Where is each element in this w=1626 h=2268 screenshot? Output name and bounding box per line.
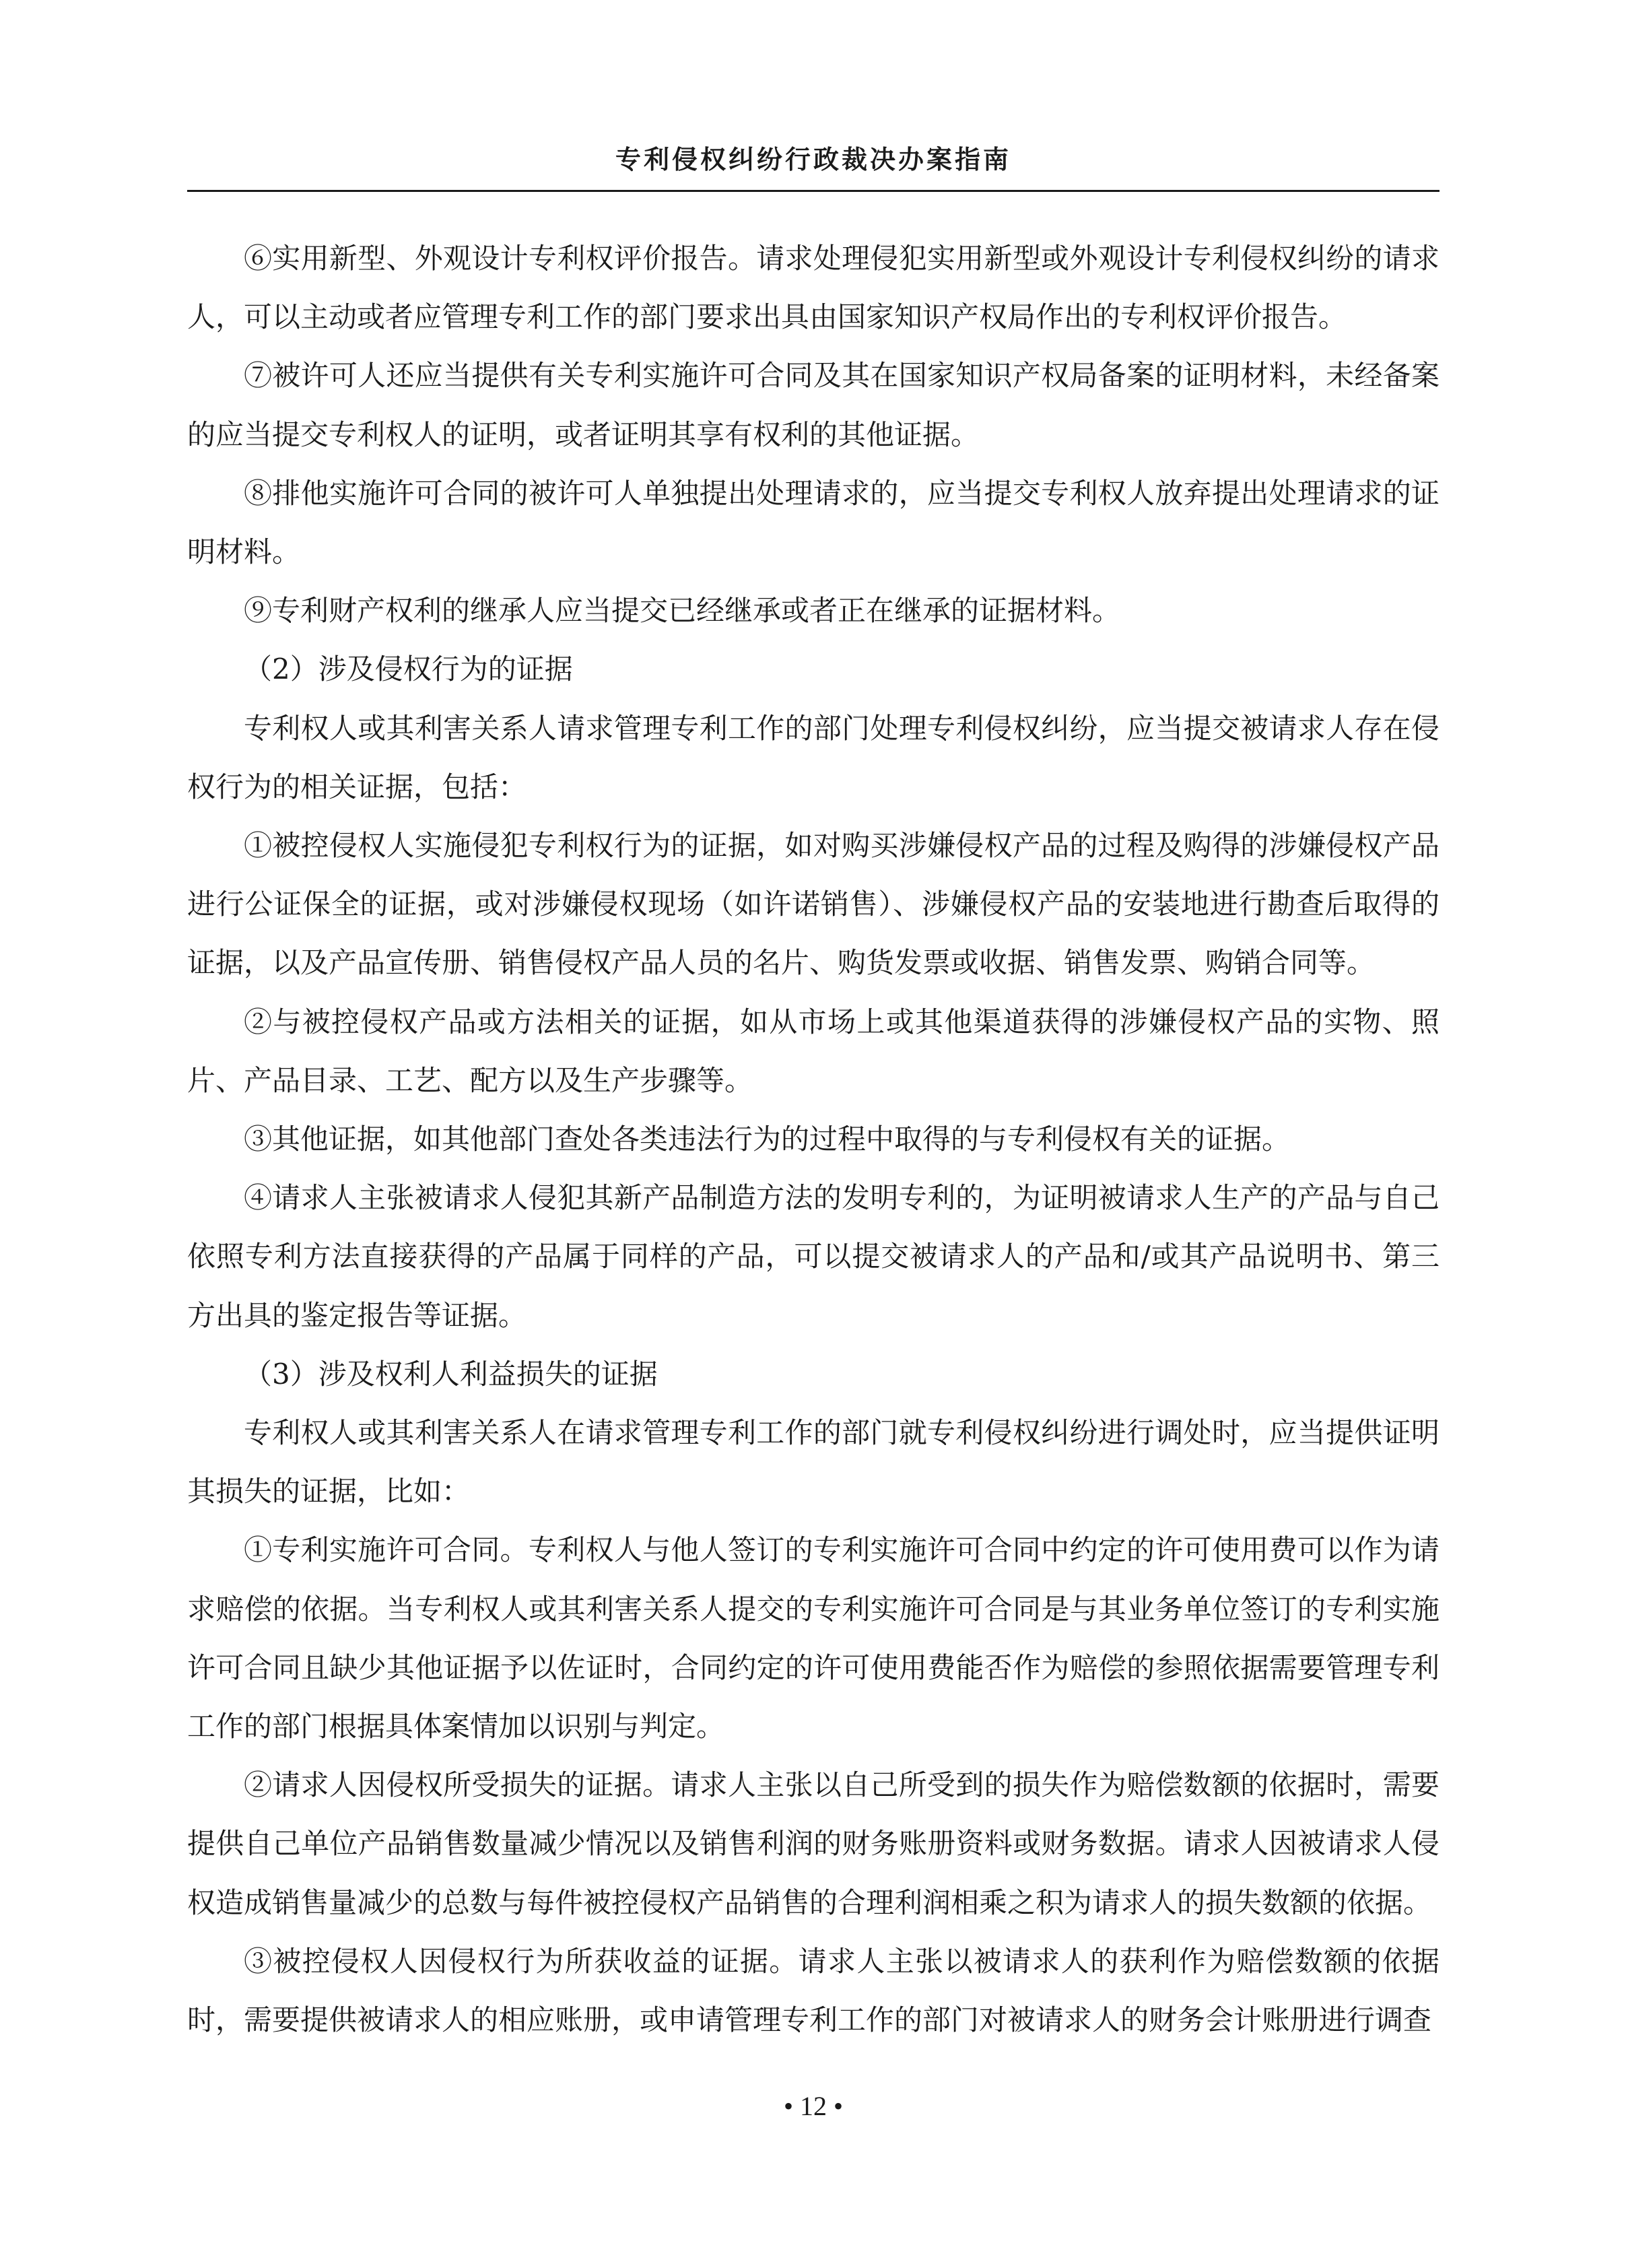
paragraph: 专利权人或其利害关系人在请求管理专利工作的部门就专利侵权纠纷进行调处时，应当提供证明其损失的证据，比如：: [187, 1416, 1439, 1508]
section-heading: （2）涉及侵权行为的证据: [244, 653, 573, 686]
paragraph: ②请求人因侵权所受损失的证据。请求人主张以自己所受到的损失作为赔偿数额的依据时，需要提供自己单位产品销售数量减少情况以及销售利润的财务账册资料或财务数据。请求人因被请求人侵权造成销售量减少的总数与每件被控侵权产品销售的合理利润相乘之积为请求人的损失数额的依据。: [187, 1768, 1439, 1919]
paragraph: ④请求人主张被请求人侵犯其新产品制造方法的发明专利的，为证明被请求人生产的产品与自己依照专利方法直接获得的产品属于同样的产品，可以提交被请求人的产品和/或其产品说明书、第三方出具的鉴定报告等证据。: [187, 1181, 1439, 1332]
paragraph: ①专利实施许可合同。专利权人与他人签订的专利实施许可合同中约定的许可使用费可以作为请求赔偿的依据。当专利权人或其利害关系人提交的专利实施许可合同是与其业务单位签订的专利实施许可合同且缺少其他证据予以佐证时，合同约定的许可使用费能否作为赔偿的参照依据需要管理专利工作的部门根据具体案情加以识别与判定。: [187, 1533, 1439, 1743]
paragraph: 专利权人或其利害关系人请求管理专利工作的部门处理专利侵权纠纷，应当提交被请求人存在侵权行为的相关证据，包括：: [187, 711, 1439, 803]
body-text: [187, 229, 1439, 2049]
paragraph: ⑦被许可人还应当提供有关专利实施许可合同及其在国家知识产权局备案的证明材料，未经备案的应当提交专利权人的证明，或者证明其享有权利的其他证据。: [187, 359, 1439, 451]
section-heading: （3）涉及权利人利益损失的证据: [244, 1357, 658, 1391]
paragraph: ⑥实用新型、外观设计专利权评价报告。请求处理侵犯实用新型或外观设计专利侵权纠纷的请求人，可以主动或者应管理专利工作的部门要求出具由国家知识产权局作出的专利权评价报告。: [187, 242, 1439, 334]
paragraph: ①被控侵权人实施侵犯专利权行为的证据，如对购买涉嫌侵权产品的过程及购得的涉嫌侵权产品进行公证保全的证据，或对涉嫌侵权现场（如许诺销售）、涉嫌侵权产品的安装地进行勘查后取得的证据，以及产品宣传册、销售侵权产品人员的名片、购货发票或收据、销售发票、购销合同等。: [187, 829, 1439, 980]
paragraph: ⑧排他实施许可合同的被许可人单独提出处理请求的，应当提交专利权人放弃提出处理请求的证明材料。: [187, 476, 1439, 569]
paragraph: ③被控侵权人因侵权行为所获收益的证据。请求人主张以被请求人的获利作为赔偿数额的依据时，需要提供被请求人的相应账册，或申请管理专利工作的部门对被请求人的财务会计账册进行调查: [187, 1944, 1439, 2037]
page-number: • 12 •: [783, 2091, 843, 2121]
paragraph: ⑨专利财产权利的继承人应当提交已经继承或者正在继承的证据材料。: [244, 594, 1121, 628]
paragraph: ②与被控侵权产品或方法相关的证据，如从市场上或其他渠道获得的涉嫌侵权产品的实物、照片、产品目录、工艺、配方以及生产步骤等。: [187, 1005, 1439, 1097]
running-header: 专利侵权纠纷行政裁决办案指南: [615, 144, 1011, 174]
paragraph: ③其他证据，如其他部门查处各类违法行为的过程中取得的与专利侵权有关的证据。: [244, 1123, 1291, 1156]
header-rule: [187, 190, 1439, 192]
